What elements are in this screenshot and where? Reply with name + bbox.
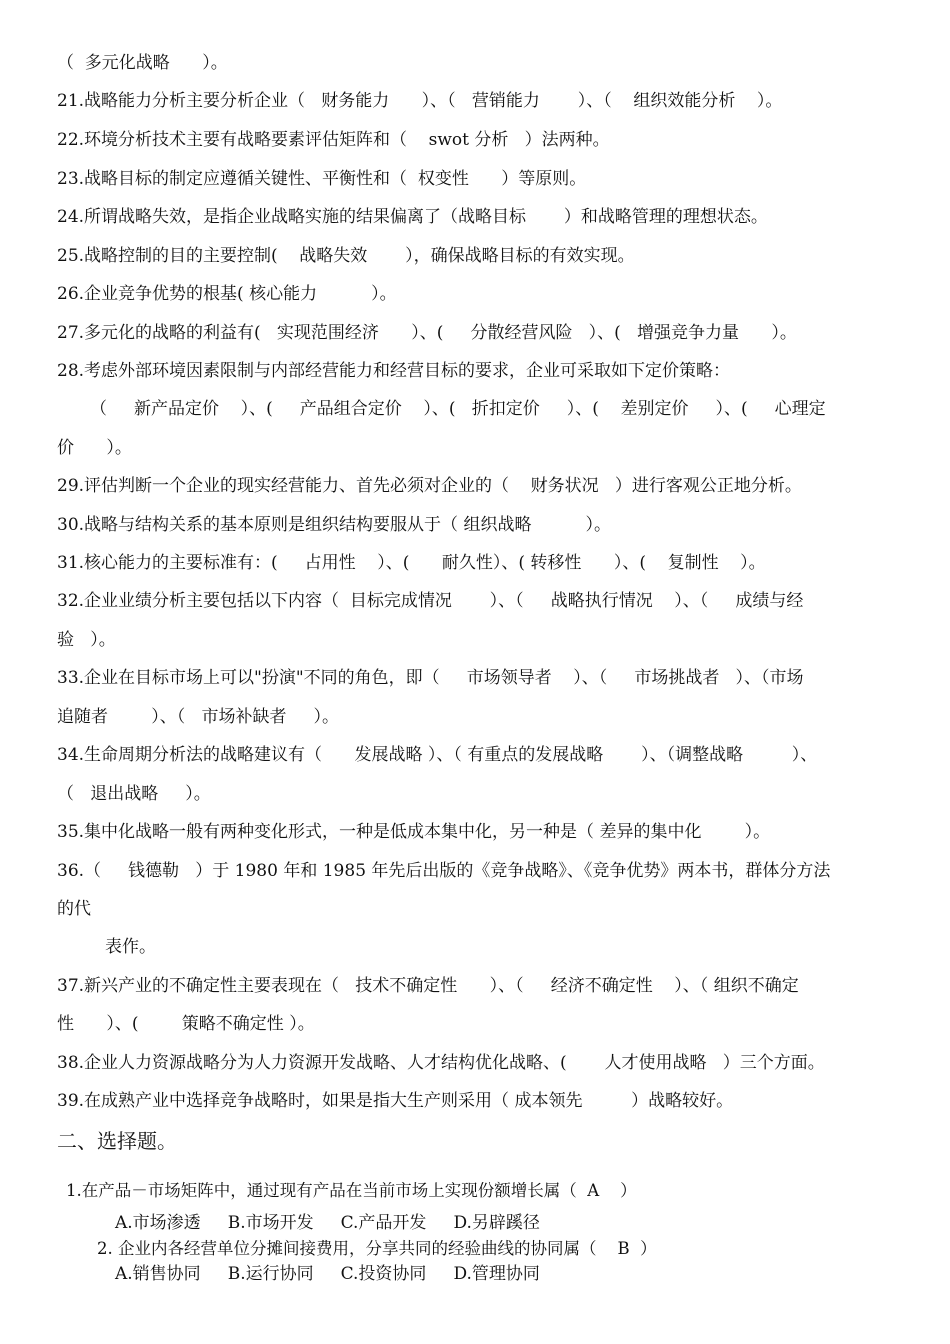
mc-question-2-options: A.销售协同 B.运行协同 C.投资协同 D.管理协同 (115, 1264, 540, 1284)
mc-question-1: 1.在产品－市场矩阵中，通过现有产品在当前市场上实现份额增长属（ A ） (66, 1181, 637, 1200)
question-33: 33.企业在目标市场上可以"扮演"不同的角色，即（ 市场领导者 ）、（ 市场挑战者 ）、（市场 (57, 668, 804, 688)
question-29: 29.评估判断一个企业的现实经营能力、首先必须对企业的（ 财务状况 ）进行客观公正地分析。 (57, 476, 802, 496)
question-27: 27.多元化的战略的利益有( 实现范围经济 ）、( 分散经营风险 ）、( 增强竞争力量 ）。 (57, 323, 797, 343)
question-28: 28.考虑外部环境因素限制与内部经营能力和经营目标的要求，企业可采取如下定价策略： (57, 361, 731, 381)
question-34: 34.生命周期分析法的战略建议有（ 发展战略 ）、（ 有重点的发展战略 ）、（调整战略 ）、 (57, 745, 818, 765)
question-33-cont: 追随者 ）、（ 市场补缺者 ）。 (57, 707, 339, 727)
question-24: 24.所谓战略失效，是指企业战略实施的结果偏离了（战略目标 ）和战略管理的理想状态。 (57, 207, 768, 227)
question-36: 36.（ 钱德勒 ）于 1980 年和 1985 年先后出版的《竞争战略》、《竞争优势》两本书，群体分方法 (57, 861, 831, 881)
question-32: 32.企业业绩分析主要包括以下内容（ 目标完成情况 ）、（ 战略执行情况 ）、（ 成绩与经 (57, 591, 804, 611)
question-26: 26.企业竞争优势的根基( 核心能力 ）。 (57, 284, 397, 304)
question-38: 38.企业人力资源战略分为人力资源开发战略、人才结构优化战略、( 人才使用战略 ）三个方面。 (57, 1053, 825, 1073)
mc-question-2: 2. 企业内各经营单位分摊间接费用，分享共同的经验曲线的协同属（ B ） (97, 1239, 657, 1258)
question-39: 39.在成熟产业中选择竞争战略时，如果是指大生产则采用（ 成本领先 ）战略较好。 (57, 1091, 734, 1111)
question-34-cont: （ 退出战略 ）。 (57, 784, 211, 804)
question-31: 31.核心能力的主要标准有：( 占用性 ）、( 耐久性）、( 转移性 ）、( 复制性 ）。 (57, 553, 766, 573)
question-35: 35.集中化战略一般有两种变化形式，一种是低成本集中化，另一种是（ 差异的集中化 ）。 (57, 822, 771, 842)
question-22: 22.环境分析技术主要有战略要素评估矩阵和（ swot 分析 ）法两种。 (57, 130, 610, 150)
question-37: 37.新兴产业的不确定性主要表现在（ 技术不确定性 ）、（ 经济不确定性 ）、（ 组织不确定 (57, 976, 799, 996)
question-37-cont: 性 ）、( 策略不确定性 ）。 (57, 1014, 315, 1034)
question-28-answers: （ 新产品定价 ）、( 产品组合定价 ）、( 折扣定价 ）、( 差别定价 ）、( 心理定 (90, 399, 826, 419)
question-36-cont2: 表作。 (105, 937, 156, 957)
question-28-cont: 价 ）。 (57, 438, 132, 458)
question-25: 25.战略控制的目的主要控制( 战略失效 ），确保战略目标的有效实现。 (57, 246, 635, 266)
question-32-cont: 验 ）。 (57, 630, 116, 650)
mc-question-1-options: A.市场渗透 B.市场开发 C.产品开发 D.另辟蹊径 (115, 1213, 540, 1233)
question-30: 30.战略与结构关系的基本原则是组织结构要服从于（ 组织战略 ）。 (57, 515, 611, 535)
question-21: 21.战略能力分析主要分析企业（ 财务能力 ）、（ 营销能力 ）、（ 组织效能分析 ）。 (57, 91, 783, 111)
text-line: （ 多元化战略 ）。 (57, 53, 228, 73)
question-23: 23.战略目标的制定应遵循关键性、平衡性和（ 权变性 ）等原则。 (57, 169, 587, 189)
question-36-cont: 的代 (57, 899, 91, 919)
section-heading: 二、选择题。 (57, 1129, 177, 1153)
